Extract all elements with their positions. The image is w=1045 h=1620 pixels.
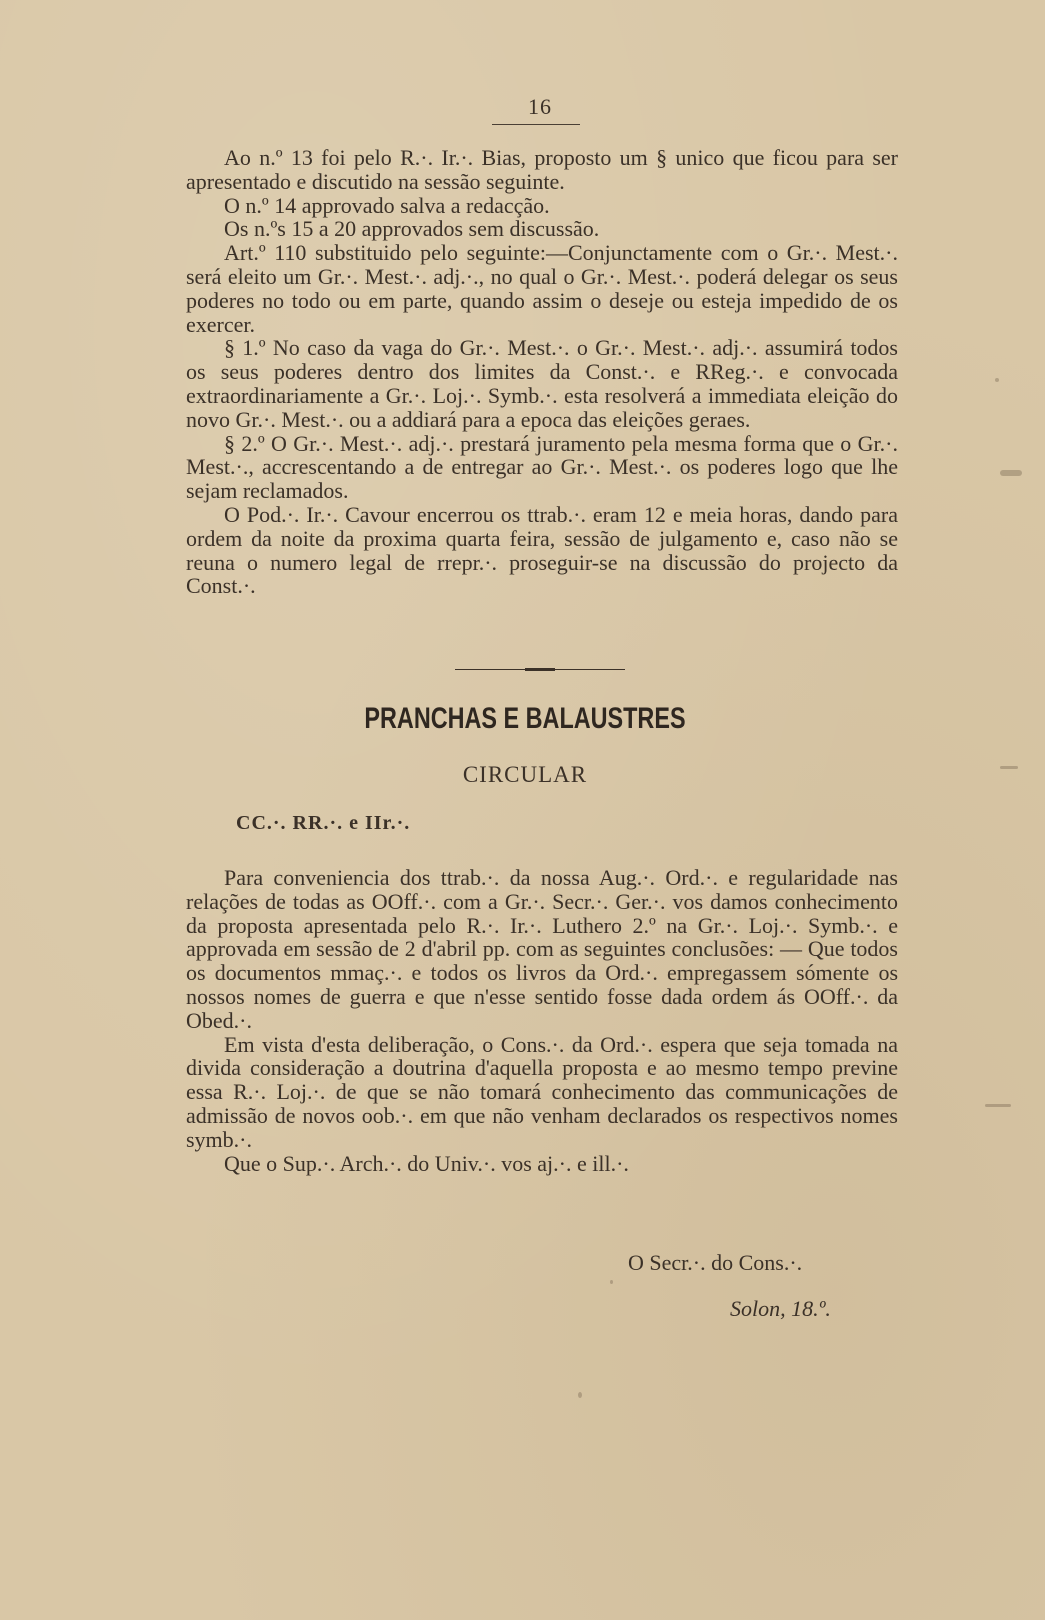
paper-speck — [995, 378, 999, 382]
paper-speck — [1000, 470, 1022, 476]
minutes-paragraph: Art.º 110 substituido pelo seguinte:—Conjunctamente com o Gr.·. Mest.·. será eleito um Gr.·. Mest.·. adj.·., no qual o Gr.·. Mest.·. poderá delegar os seus poderes no todo ou em parte, quando assim o deseje ou esteja impedido de os exercer. — [186, 240, 898, 337]
signature-name: Solon, 18.º. — [730, 1296, 831, 1321]
minutes-paragraph: § 2.º O Gr.·. Mest.·. adj.·. prestará juramento pela mesma forma que o Gr.·. Mest.·., accrescentando a de entregar ao Gr.·. Mest.·. os poderes logo que lhe sejam reclamados. — [186, 430, 898, 504]
page-number-rule — [492, 124, 580, 125]
signature-title: O Secr.·. do Cons.·. — [628, 1250, 803, 1275]
salutation: CC.·. RR.·. e IIr.·. — [236, 812, 411, 834]
paper-speck — [578, 1392, 582, 1398]
minutes-paragraph: O Pod.·. Ir.·. Cavour encerrou os ttrab.·. eram 12 e meia horas, dando para ordem da noite da proxima quarta feira, sessão de julgamento e, caso não se reuna o numero legal de rrepr.·. proseguir-se na discussão do projecto da Const.·. — [186, 501, 898, 599]
circular-text — [186, 866, 898, 1175]
section-title: PRANCHAS E BALAUSTRES — [364, 702, 686, 735]
circular-paragraph: Para conveniencia dos ttrab.·. da nossa Aug.·. Ord.·. e regularidade nas relações de todas as OOff.·. com a Gr.·. Secr.·. Ger.·. vos damos conhecimento da proposta apresentada pelo R.·. Ir.·. Luthero 2.º na Gr.·. Loj.·. Symb.·. e approvada em sessão de 2 d'abril pp. com as seguintes conclusões: — Que todos os documentos mmaç.·. e todos os livros da Ord.·. empregassem sómente os nossos nomes de guerra e que n'esse sentido fosse dada ordem ás OOff.·. da Obed.·. — [186, 865, 898, 1033]
page-number: 16 — [528, 94, 552, 119]
minutes-paragraph: O n.º 14 approvado salva a redacção. — [224, 192, 550, 218]
minutes-paragraph: § 1.º No caso da vaga do Gr.·. Mest.·. o Gr.·. Mest.·. adj.·. assumirá todos os seus poderes dentro dos limites da Const.·. e RReg.·. e convocada extraordinariamente a Gr.·. Loj.·. Symb.·. esta resolverá a immediata eleição do novo Gr.·. Mest.·. ou a addiará para a epoca das eleições geraes. — [186, 335, 898, 432]
minutes-text — [186, 146, 898, 598]
section-divider — [455, 668, 625, 672]
section-subtitle: CIRCULAR — [462, 762, 588, 787]
circular-paragraph: Em vista d'esta deliberação, o Cons.·. da Ord.·. espera que seja tomada na divida consideração a doutrina d'aquella proposta e ao mesmo tempo previne essa R.·. Loj.·. de que se não tomará conhecimento das communicações de admissão de novos oob.·. em que não venham declarados os respectivos nomes symb.·. — [186, 1031, 898, 1152]
paper-speck — [1000, 766, 1018, 769]
paper-speck — [985, 1104, 1011, 1107]
circular-paragraph: Que o Sup.·. Arch.·. do Univ.·. vos aj.·. e ill.·. — [224, 1150, 629, 1176]
minutes-paragraph: Ao n.º 13 foi pelo R.·. Ir.·. Bias, proposto um § unico que ficou para ser apresentado e discutido na sessão seguinte. — [186, 145, 898, 194]
divider-thick-center — [525, 668, 555, 671]
minutes-paragraph: Os n.ºs 15 a 20 approvados sem discussão. — [224, 216, 600, 242]
paper-speck — [610, 1280, 613, 1284]
